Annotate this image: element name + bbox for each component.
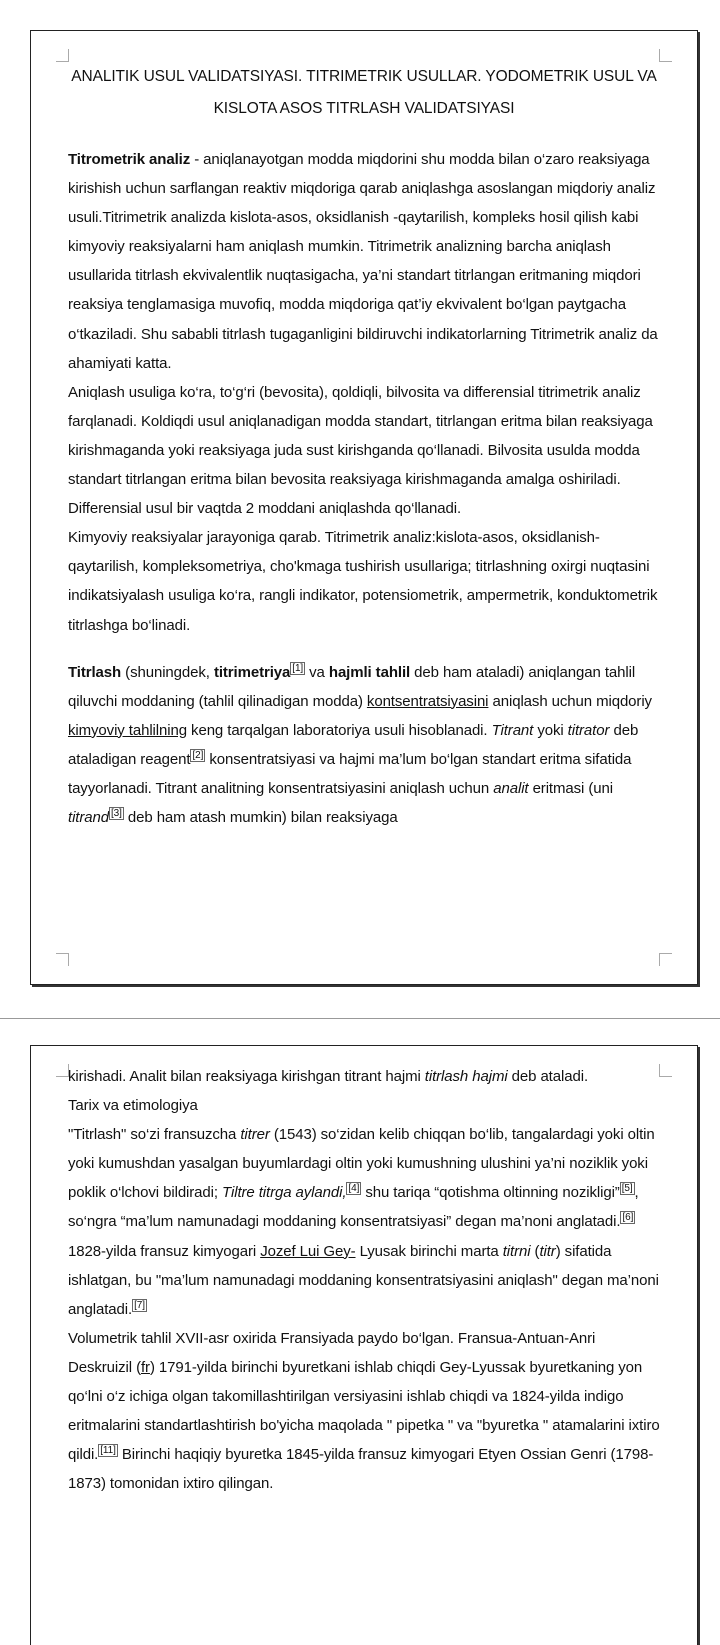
page-1-content [68, 61, 660, 832]
footnote-ref-5[interactable]: [5] [621, 1183, 633, 1195]
paragraph-methods: Aniqlash usuliga ko‘ra, to‘g‘ri (bevosita), qoldiqli, bilvosita va differensial titrimetrik analiz farqlanadi. Koldiqdi usul aniqlanadigan modda standart, titrlangan eritma bilan reaksiyaga kirishmaganda yoki reaksiyaga juda sust kirishganda qo‘llanadi. Bilvosita usulda modda standart titrlangan eritma bilan bevosita reaksiyaga kirishmaganda amalga oshiriladi. Differensial usul bir vaqtda 2 moddani aniqlashda qo‘llanadi. [68, 383, 653, 518]
link-jozef-lui-gey[interactable]: Jozef Lui Gey- [260, 1242, 356, 1260]
footnote-ref-2[interactable]: [2] [192, 749, 204, 761]
page-2-content [68, 1062, 660, 1498]
document-title: ANALITIK USUL VALIDATSIYASI. TITRIMETRIK USULLAR. YODOMETRIK USUL VA KISLOTA ASOS TITRLASH VALIDATSIYASI [71, 68, 657, 117]
paragraph-reaction-types: Kimyoviy reaksiyalar jarayoniga qarab. Titrimetrik analiz:kislota-asos, oksidlanish-qaytarilish, kompleksometriya, cho'kmaga tushirish usullariga; titrlashning oxirgi nuqtasini indikatsiyalash usuliga ko‘ra, rangli indikator, potensiometrik, ampermetrik, konduktometrik titrlashga bo‘linadi. [68, 529, 658, 634]
footnote-ref-4[interactable]: [4] [348, 1183, 360, 1195]
footnote-ref-7[interactable]: [7] [134, 1299, 145, 1311]
footnote-ref-3[interactable]: [3] [111, 808, 122, 820]
document-page-1 [30, 30, 698, 985]
paragraph-volumetric-history: Volumetrik tahlil XVII-asr oxirida Fransiyada paydo bo‘lgan. Fransua-Antuan-Anri Deskruizil (fr) 1791-yilda birinchi byuretkani ishlab chiqdi Gey-Lyussak byuretkaning yon qo‘lni o‘z ichiga olgan takomillashtirilgan versiyasini ishlab chiqdi va 1824-yilda indigo eritmalarini standartlashtirish bo'yicha maqolada " pipetka " va "byuretka " atamalarini ixtiro qildi. [11] Birinchi haqiqiy byuretka 1845-yilda fransuz kimyogari Etyen Ossian Genri (1798-1873) tomonidan ixtiro qilingan. [68, 1329, 660, 1493]
page-corner-mark [659, 953, 672, 966]
page-separator [0, 1018, 720, 1019]
paragraph-titration: Titrlash (shuningdek, titrimetriya [1] va hajmli tahlil deb ham ataladi) aniqlangan tahlil qiluvchi moddaning (tahlil qilinadigan modda) kontsentratsiyasini aniqlash uchun miqdoriy kimyoviy tahlilning keng tarqalgan laboratoriya usuli hisoblanadi. Titrant yoki titrator deb ataladigan reagent [2] konsentratsiyasi va hajmi ma’lum bo‘lgan standart eritma sifatida tayyorlanadi. Titrant analitning konsentratsiyasini aniqlash uchun analit eritmasi (uni titrand [3] deb ham atash mumkin) bilan reaksiyaga [68, 662, 652, 827]
paragraph-titration-volume: kirishadi. Analit bilan reaksiyaga kirishgan titrant hajmi titrlash hajmi deb ataladi. [68, 1068, 589, 1085]
paragraph-titrometric-analysis: Titrometrik analiz - aniqlanayotgan modda miqdorini shu modda bilan o‘zaro reaksiyaga kirishish uchun sarflangan reaktiv miqdoriga qarab aniqlashga asoslangan miqdoriy analiz usuli.Titrimetrik analizda kislota-asos, oksidlanish -qaytarilish, kompleks hosil qilish kabi kimyoviy reaksiyalarni ham aniqlash mumkin. Titrimetrik analizning barcha aniqlash usullarida titrlash ekvivalentlik nuqtasigacha, ya’ni standart titrlangan eritmaning miqdori reaksiya tenglamasiga muvofiq, modda miqdoriga qat’iy ekvivalent bo‘lgan paytgacha o‘tkaziladi. Shu sababli titrlash tugaganligini bildiruvchi indikatorlarning Titrimetrik analiz da ahamiyati katta. [68, 151, 658, 372]
term-titrometrik-analiz: Titrometrik analiz [68, 151, 191, 168]
page-corner-mark [56, 953, 69, 966]
link-kimyoviy-tahlilning[interactable]: kimyoviy tahlilning [68, 721, 187, 739]
page-corner-mark [659, 49, 672, 62]
footnote-ref-11[interactable]: [11] [100, 1445, 116, 1457]
page-corner-mark [659, 1064, 672, 1077]
link-kontsentratsiyasini[interactable]: kontsentratsiyasini [366, 692, 489, 710]
section-heading-history: Tarix va etimologiya [68, 1097, 198, 1115]
paragraph-etymology: "Titrlash" so‘zi fransuzcha titrer (1543) so‘zidan kelib chiqqan bo‘lib, tangalardagi yoki oltin yoki kumushdan yasalgan buyumlardagi oltin yoki kumushning ulushini ya’ni noziklik yoki poklik o‘lchovi bildiradi; Tiltre titrga aylandi, [4] shu tariqa “qotishma oltinning nozikligi” [5] , so‘ngra “ma’lum namunadagi moddaning konsentratsiyasi” degan ma’noni anglatadi. [6] 1828-yilda fransuz kimyogari Jozef Lui Gey- Lyusak birinchi marta titrni (titr) sifatida ishlatgan, bu "ma’lum namunadagi moddaning konsentratsiyasini aniqlash" degan ma’noni anglatadi. [7] [68, 1126, 659, 1318]
link-fr[interactable]: fr [140, 1358, 150, 1376]
footnote-ref-6[interactable]: [6] [622, 1212, 634, 1224]
footnote-ref-1[interactable]: [1] [292, 662, 304, 674]
document-page-2 [30, 1045, 698, 1645]
